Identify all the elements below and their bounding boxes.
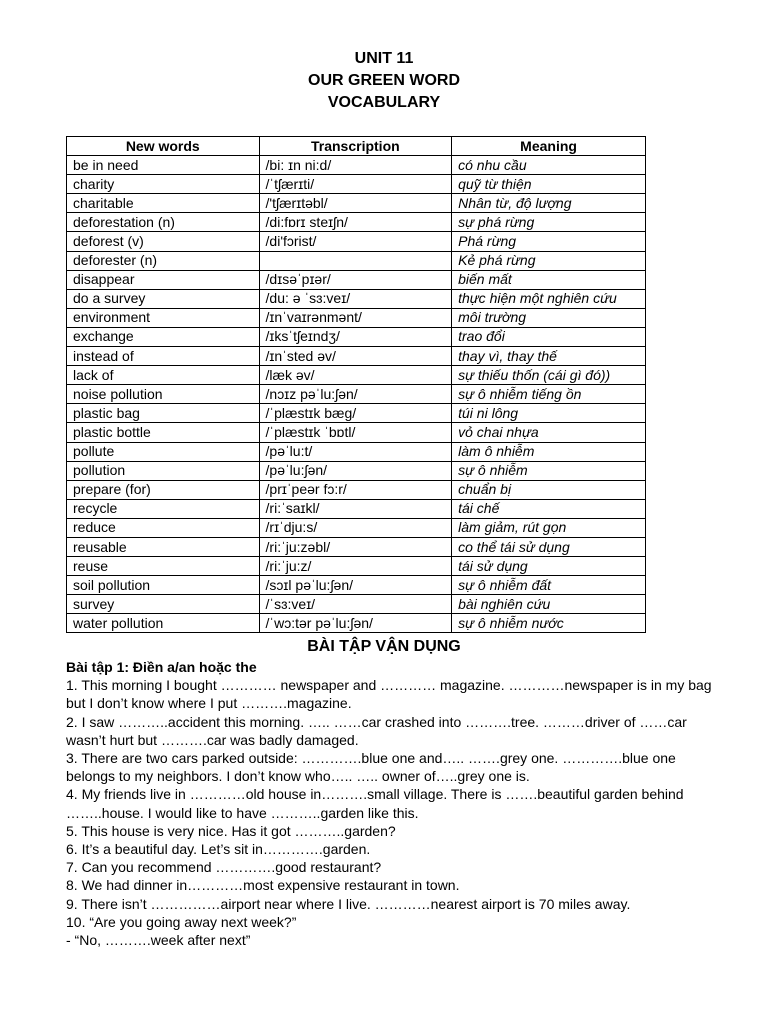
transcription-cell: /bi: ɪn ni:d/ [259, 156, 452, 175]
word-cell: lack of [67, 366, 260, 385]
transcription-cell: /dɪsəˈpɪər/ [259, 270, 452, 289]
meaning-cell: túi ni lông [452, 404, 646, 423]
meaning-cell: sự thiếu thốn (cái gì đó)) [452, 366, 646, 385]
transcription-cell: /ri:ˈsaɪkl/ [259, 499, 452, 518]
word-cell: reusable [67, 537, 260, 556]
transcription-cell: /pəˈlu:ʃən/ [259, 461, 452, 480]
table-header-row [67, 137, 646, 156]
table-row [67, 270, 646, 289]
table-row [67, 499, 646, 518]
meaning-cell: làm ô nhiễm [452, 442, 646, 461]
exercise-line: belongs to my neighbors. I don’t know who….. ….. owner of…..grey one is. [66, 768, 530, 785]
transcription-cell: /ˈsɜ:veɪ/ [259, 595, 452, 614]
exercise-line: 10. “Are you going away next week?” [66, 913, 297, 930]
word-cell: prepare (for) [67, 480, 260, 499]
table-row [67, 442, 646, 461]
table-row [67, 308, 646, 327]
exercise-heading: Bài tập 1: Điền a/an hoặc the [66, 659, 257, 675]
word-cell: deforest (v) [67, 232, 260, 251]
meaning-cell: sự ô nhiễm [452, 461, 646, 480]
exercise-lines [66, 676, 716, 949]
meaning-cell: tái sử dụng [452, 557, 646, 576]
meaning-cell: sự phá rừng [452, 213, 646, 232]
exercise-line: - “No, ……….week after next” [66, 932, 251, 949]
meaning-cell: tái chế [452, 499, 646, 518]
word-cell: noise pollution [67, 385, 260, 404]
transcription-cell: /du: ə ˈsɜ:veɪ/ [259, 289, 452, 308]
table-row [67, 385, 646, 404]
section-title: VOCABULARY [327, 94, 441, 111]
transcription-cell: /'tʃærɪtəbl/ [259, 194, 452, 213]
column-header-new-words: New words [67, 137, 260, 156]
table-row [67, 557, 646, 576]
table-row [67, 461, 646, 480]
word-cell: deforestation (n) [67, 213, 260, 232]
exercise-section-title: BÀI TẬP VẬN DỤNG [307, 638, 461, 655]
document-header [0, 48, 768, 114]
transcription-cell: /ɪnˈvaɪrənmənt/ [259, 308, 452, 327]
meaning-cell: bài nghiên cứu [452, 595, 646, 614]
exercise-line: but I don’t know where I put ……….magazine. [66, 695, 352, 712]
table-row [67, 366, 646, 385]
word-cell: environment [67, 308, 260, 327]
vocabulary-table-body [67, 156, 646, 633]
transcription-cell: /rɪˈdju:s/ [259, 518, 452, 537]
table-row [67, 156, 646, 175]
exercise-line: wasn’t hurt but ……….car was badly damaged. [66, 731, 359, 748]
meaning-cell: Kẻ phá rừng [452, 251, 646, 270]
transcription-cell: /pəˈlu:t/ [259, 442, 452, 461]
word-cell: be in need [67, 156, 260, 175]
topic-title: OUR GREEN WORD [308, 72, 460, 89]
meaning-cell: co thể tái sử dụng [452, 537, 646, 556]
meaning-cell: trao đổi [452, 327, 646, 346]
transcription-cell: /di'fɔrist/ [259, 232, 452, 251]
word-cell: recycle [67, 499, 260, 518]
table-row [67, 347, 646, 366]
meaning-cell: quỹ từ thiện [452, 175, 646, 194]
word-cell: soil pollution [67, 576, 260, 595]
transcription-cell: /di:fɒrɪ steɪʃn/ [259, 213, 452, 232]
transcription-cell: /ɪksˈtʃeɪndʒ/ [259, 327, 452, 346]
word-cell: reduce [67, 518, 260, 537]
word-cell: survey [67, 595, 260, 614]
word-cell: charity [67, 175, 260, 194]
unit-title: UNIT 11 [354, 50, 414, 67]
meaning-cell: môi trường [452, 308, 646, 327]
word-cell: disappear [67, 270, 260, 289]
word-cell: plastic bottle [67, 423, 260, 442]
transcription-cell: /ˈwɔ:tər pəˈlu:ʃən/ [259, 614, 452, 633]
exercise-block [66, 658, 716, 949]
exercise-line: 8. We had dinner in…………most expensive restaurant in town. [66, 877, 460, 894]
word-cell: plastic bag [67, 404, 260, 423]
meaning-cell: làm giảm, rút gọn [452, 518, 646, 537]
transcription-cell: /prɪˈpeər fɔ:r/ [259, 480, 452, 499]
table-row [67, 194, 646, 213]
exercise-line: 5. This house is very nice. Has it got ………..garden? [66, 822, 396, 839]
transcription-cell: /ri:ˈju:z/ [259, 557, 452, 576]
table-row [67, 423, 646, 442]
meaning-cell: thực hiện một nghiên cứu [452, 289, 646, 308]
vocabulary-table [66, 136, 646, 633]
table-row [67, 232, 646, 251]
transcription-cell: /ˈplæstɪk bæg/ [259, 404, 452, 423]
word-cell: deforester (n) [67, 251, 260, 270]
table-row [67, 576, 646, 595]
transcription-cell: /ˈtʃærɪti/ [259, 175, 452, 194]
word-cell: pollute [67, 442, 260, 461]
table-row [67, 537, 646, 556]
table-row [67, 289, 646, 308]
meaning-cell: vỏ chai nhựa [452, 423, 646, 442]
word-cell: charitable [67, 194, 260, 213]
transcription-cell: /nɔɪz pəˈlu:ʃən/ [259, 385, 452, 404]
exercise-line: 7. Can you recommend ………….good restaurant? [66, 859, 382, 876]
transcription-cell: /ˈplæstɪk ˈbɒtl/ [259, 423, 452, 442]
meaning-cell: chuẩn bị [452, 480, 646, 499]
exercise-line: 1. This morning I bought ………… newspaper and ………… magazine. …………newspaper is in my bag [66, 677, 712, 694]
table-row [67, 614, 646, 633]
meaning-cell: biến mất [452, 270, 646, 289]
meaning-cell: sự ô nhiễm đất [452, 576, 646, 595]
column-header-transcription: Transcription [259, 137, 452, 156]
exercise-line: ……..house. I would like to have ………..garden like this. [66, 804, 419, 821]
word-cell: instead of [67, 347, 260, 366]
table-row [67, 213, 646, 232]
meaning-cell: có nhu cầu [452, 156, 646, 175]
word-cell: pollution [67, 461, 260, 480]
word-cell: reuse [67, 557, 260, 576]
meaning-cell: sự ô nhiễm nước [452, 614, 646, 633]
transcription-cell: /sɔɪl pəˈlu:ʃən/ [259, 576, 452, 595]
column-header-meaning: Meaning [452, 137, 646, 156]
word-cell: do a survey [67, 289, 260, 308]
table-row [67, 251, 646, 270]
table-row [67, 518, 646, 537]
exercise-line: 2. I saw ………..accident this morning. ….. ……car crashed into ……….tree. ………driver of ……car [66, 713, 687, 730]
table-row [67, 480, 646, 499]
table-row [67, 404, 646, 423]
meaning-cell: Phá rừng [452, 232, 646, 251]
exercise-line: 9. There isn’t ……………airport near where I live. …………nearest airport is 70 miles away. [66, 895, 631, 912]
exercise-line: 3. There are two cars parked outside: ………….blue one and….. …….grey one. ………….blue one [66, 750, 676, 767]
exercise-line: 4. My friends live in …………old house in……….small village. There is …….beautiful garden behind [66, 786, 684, 803]
meaning-cell: Nhân từ, độ lượng [452, 194, 646, 213]
table-row [67, 327, 646, 346]
word-cell: water pollution [67, 614, 260, 633]
meaning-cell: sự ô nhiễm tiếng ồn [452, 385, 646, 404]
transcription-cell: /ri:ˈju:zəbl/ [259, 537, 452, 556]
table-row [67, 175, 646, 194]
exercise-line: 6. It’s a beautiful day. Let’s sit in………….garden. [66, 841, 371, 858]
transcription-cell [259, 251, 452, 270]
meaning-cell: thay vì, thay thế [452, 347, 646, 366]
transcription-cell: /ɪnˈsted əv/ [259, 347, 452, 366]
word-cell: exchange [67, 327, 260, 346]
transcription-cell: /læk əv/ [259, 366, 452, 385]
table-row [67, 595, 646, 614]
